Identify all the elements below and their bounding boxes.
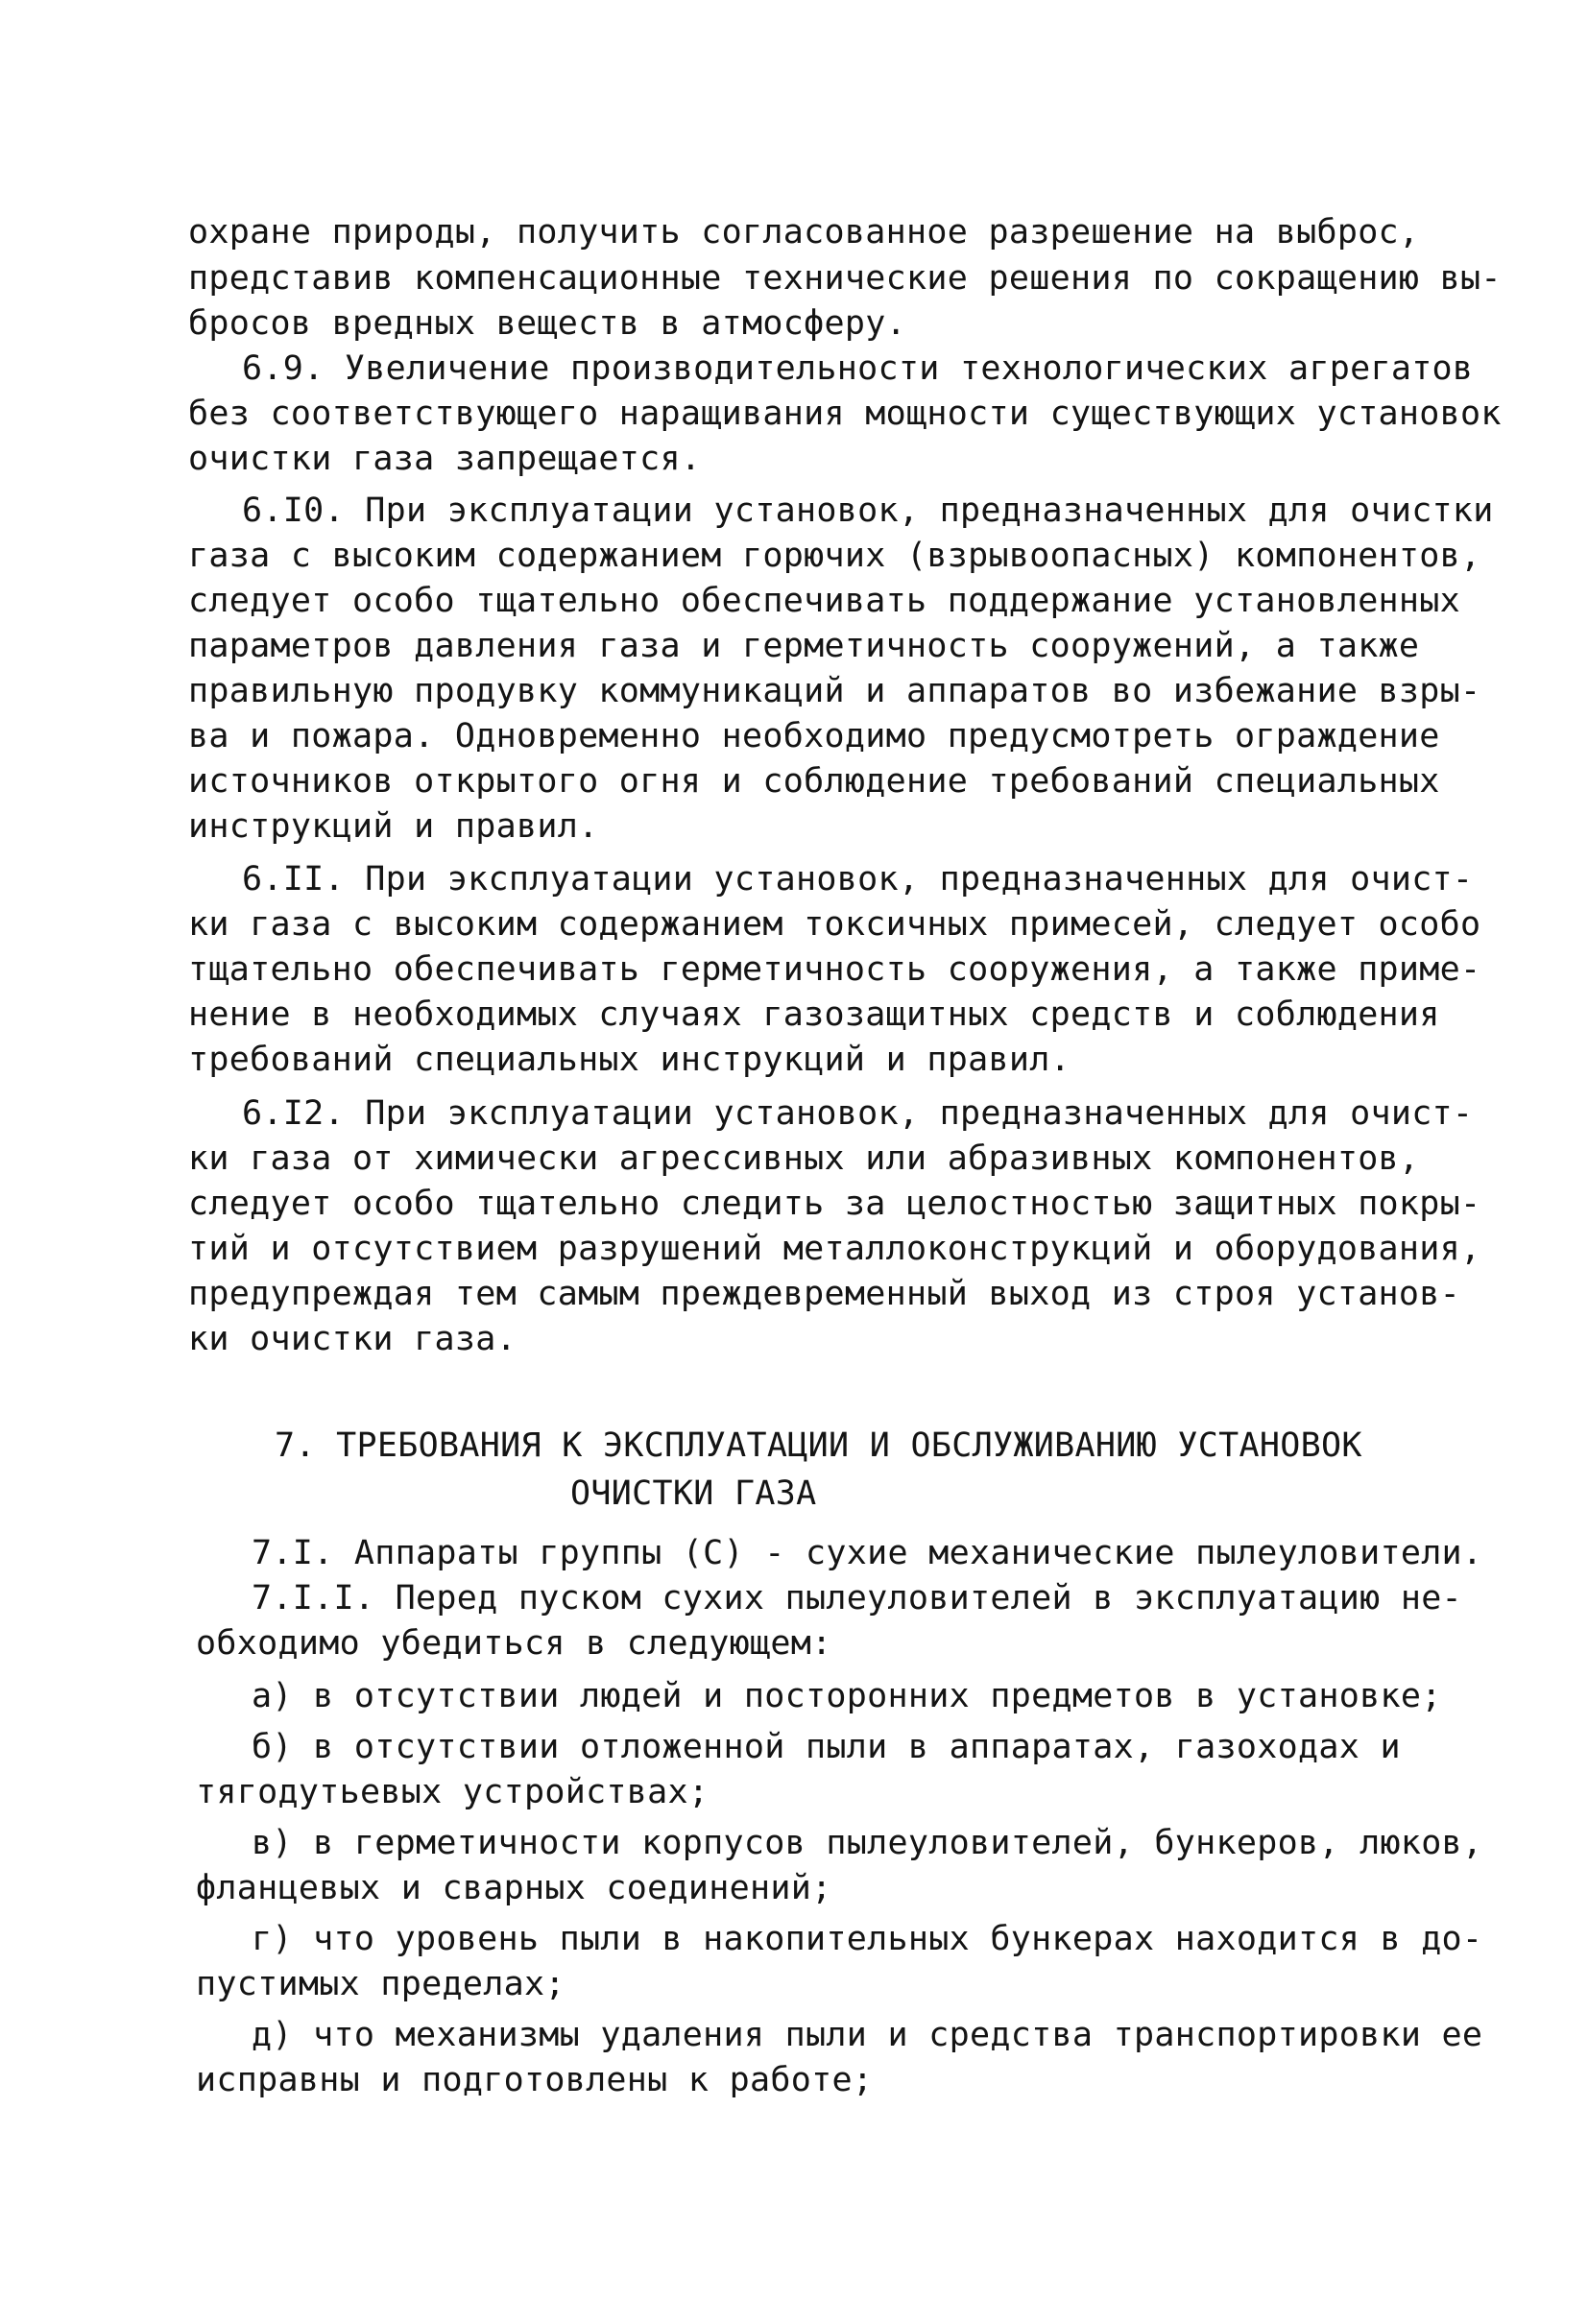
text-line: исправны и подготовлены к работе; bbox=[196, 2061, 874, 2099]
section-heading: 7. ТРЕБОВАНИЯ К ЭКСПЛУАТАЦИИ И ОБСЛУЖИВАНИЮ УСТАНОВОК bbox=[275, 1426, 1362, 1465]
text-line: следует особо тщательно обеспечивать поддержание установленных bbox=[188, 582, 1461, 620]
text-line: нение в необходимых случаях газозащитных средств и соблюдения bbox=[188, 995, 1440, 1034]
text-line: инструкций и правил. bbox=[188, 807, 599, 846]
section-heading-continuation: ОЧИСТКИ ГАЗА bbox=[570, 1474, 817, 1513]
text-line: требований специальных инструкций и правил. bbox=[188, 1041, 1071, 1079]
text-line: ки газа от химически агрессивных или абразивных компонентов, bbox=[188, 1139, 1420, 1178]
text-line: следует особо тщательно следить за целостностью защитных покры- bbox=[188, 1185, 1481, 1223]
text-line: без соответствующего наращивания мощности существующих установок bbox=[188, 395, 1502, 433]
paragraph-6-10: 6.I0. При эксплуатации установок, предназначенных для очистки bbox=[242, 491, 1494, 530]
text-line: пустимых пределах; bbox=[196, 1965, 565, 2003]
list-item-v: в) в герметичности корпусов пылеуловителей, бункеров, люков, bbox=[252, 1824, 1483, 1862]
text-line: представив компенсационные технические решения по сокращению вы- bbox=[188, 259, 1502, 298]
list-item-g: г) что уровень пыли в накопительных бункерах находится в до- bbox=[252, 1920, 1483, 1958]
text-line: бросов вредных веществ в атмосферу. bbox=[188, 304, 907, 343]
list-item-d: д) что механизмы удаления пыли и средства транспортировки ее bbox=[252, 2016, 1483, 2054]
text-line: тий и отсутствием разрушений металлоконструкций и оборудования, bbox=[188, 1230, 1481, 1268]
text-line: ва и пожара. Одновременно необходимо предусмотреть ограждение bbox=[188, 717, 1440, 755]
paragraph-6-12: 6.I2. При эксплуатации установок, предназначенных для очист- bbox=[242, 1094, 1474, 1133]
text-line: газа с высоким содержанием горючих (взрывоопасных) компонентов, bbox=[188, 537, 1481, 575]
text-line: охране природы, получить согласованное разрешение на выброс, bbox=[188, 213, 1420, 252]
text-line: тягодутьевых устройствах; bbox=[196, 1773, 710, 1811]
paragraph-7-1: 7.I. Аппараты группы (С) - сухие механические пылеуловители. bbox=[252, 1534, 1483, 1572]
text-line: источников открытого огня и соблюдение требований специальных bbox=[188, 762, 1440, 801]
text-line: правильную продувку коммуникаций и аппаратов во избежание взры- bbox=[188, 672, 1481, 710]
list-item-a: а) в отсутствии людей и посторонних предметов в установке; bbox=[252, 1677, 1442, 1715]
text-line: очистки газа запрещается. bbox=[188, 440, 702, 478]
text-line: тщательно обеспечивать герметичность сооружения, а также приме- bbox=[188, 950, 1481, 989]
text-line: обходимо убедиться в следующем: bbox=[196, 1624, 832, 1663]
text-line: предупреждая тем самым преждевременный выход из строя установ- bbox=[188, 1275, 1461, 1313]
paragraph-6-11: 6.II. При эксплуатации установок, предназначенных для очист- bbox=[242, 860, 1474, 898]
text-line: фланцевых и сварных соединений; bbox=[196, 1869, 832, 1907]
paragraph-6-9: 6.9. Увеличение производительности технологических агрегатов bbox=[242, 349, 1474, 388]
text-line: параметров давления газа и герметичность сооружений, а также bbox=[188, 627, 1420, 665]
list-item-b: б) в отсутствии отложенной пыли в аппаратах, газоходах и bbox=[252, 1728, 1401, 1766]
text-line: ки газа с высоким содержанием токсичных примесей, следует особо bbox=[188, 905, 1481, 944]
paragraph-7-1-1: 7.I.I. Перед пуском сухих пылеуловителей в эксплуатацию не- bbox=[252, 1579, 1462, 1617]
text-line: ки очистки газа. bbox=[188, 1320, 517, 1358]
